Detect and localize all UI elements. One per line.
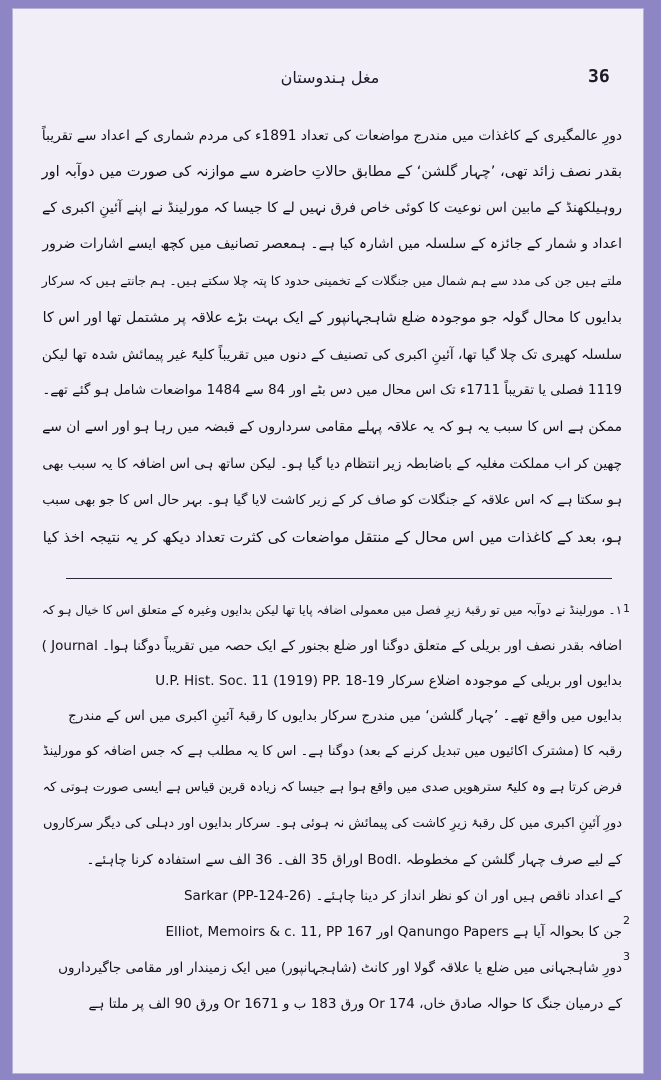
footnote-line: فرض کرتا ہے وہ کلیۃً سترھویں صدی میں واقع ہوا ہے جیسا کہ زیادہ قرین قیاس ہے ایسی صورت ہوتی کہ [42,780,622,795]
footnote-line: Elliot, Memoirs & c. 11, PP 167 اور Qanungo Papers جن کا بحوالہ آیا ہے [165,924,622,940]
text-line: ہو، بعد کے کاغذات میں اس محال کے منتقل مواضعات کی کثرت تعداد دیکھ کر یہ نتیجہ اخذ کیا [42,529,622,546]
footnote-line: U.P. Hist. Soc. 11 (1919) PP. 18-19 بدایوں اور بریلی کے موجودہ اضلاع سرکار [155,673,622,689]
footnote-line: Sarkar (PP-124-26) کے اعداد ناقص ہیں اور ان کو نظر انداز کر دینا چاہئے۔ [183,888,622,904]
text-line: اعداد و شمار کے جائزہ کے سلسلہ میں اشارہ کیا ہے۔ ہمعصر تصانیف میں کچھ ایسے اشارات ضرور [42,236,622,252]
text-line: ہو سکتا ہے کہ اس علاقہ کے جنگلات کو صاف کر کے زیر کاشت لایا گیا ہو۔ بہر حال اس کا جو بھی سبب [42,493,622,508]
text-line: چھین کر اب مملکت مغلیہ کے باضابطہ زیر انتظام دیا گیا ہو۔ لیکن ساتھ ہی اس اضافہ کا یہ سبب بھی [42,456,622,472]
footnote-divider [66,578,612,579]
footnote-line: رقبہ کا (مشترک اکائیوں میں تبدیل کرنے کے بعد) دوگنا ہے۔ اس کا یہ مطلب ہے کہ جس اضافہ کو مورلینڈ [42,744,622,759]
running-title: مغل ہندوستان [280,68,380,87]
footnote-line: دورِ شاہجہانی میں ضلع یا علاقہ گولا اور کانٹ (شاہجہانپور) میں ایک زمیندار اور مقامی جاگیرداروں [58,960,622,976]
text-line: ملتے ہیں جن کی مدد سے ہم شمال میں جنگلات کے تخمینی حدود کا پتہ چلا سکتے ہیں۔ ہم جانتے ہیں کہ سرکار [41,273,622,288]
footnote-line: کے درمیان جنگ کا حوالہ صادق خاں، Or 174 ورق 183 ب و Or 1671 ورق 90 الف پر ملتا ہے [88,996,622,1012]
footnote-line: اضافہ بقدر نصف اور بریلی کے متعلق دوگنا اور ضلع بجنور کے ایک حصہ میں تقریباً دوگنا ہوا۔ Journal ) [41,638,622,654]
text-line: 1119 فصلی یا تقریباً 1711ء تک اس محال میں دس بٹے اور 84 سے 1484 مواضعات شامل ہو گئے تھے۔ [42,383,622,398]
text-line: سلسلہ کھیری تک چلا گیا تھا، آئینِ اکبری کی تصنیف کے دنوں میں تقریباً کلیۃً غیر پیمائش شدہ تھا لیکن [41,347,622,363]
page-header [12,64,644,100]
footnote-line: ۱۔ مورلینڈ نے دوآبہ میں تو رقبۂ زیرِ فصل میں معمولی اضافہ پایا تھا لیکن بدایوں وغیرہ کے متعلق اس کا خیال ہو کہ [41,603,622,617]
book-page [12,8,644,1074]
footnote-marker: 1 [623,602,630,615]
footnote-marker: 3 [623,950,630,963]
footnote-marker: 2 [623,914,630,927]
footnote-line: کے لیے صرف چہار گلشن کے مخطوطہ .Bodl اوراق 35 الف۔ 36 الف سے استفادہ کرنا چاہئے۔ [86,852,622,868]
footnote-line: بدایوں میں واقع تھے۔ ’چہار گلشن‘ میں مندرج سرکار بدایوں کا رقبۂ آئینِ اکبری میں اس کے مندرج [68,708,622,724]
footnote-line: دورِ آئینِ اکبری میں کل رقبۂ زیرِ کاشت کی پیمائش نہ ہوئی ہو۔ سرکار بدایوں اور دہلی کی دیگر سرکاروں [43,816,622,831]
text-line: روہیلکھنڈ کے مابین اس نوعیت کا کوئی خاص فرق نہیں لے کا جیسا کہ مورلینڈ نے اپنے آئینِ اکبری کے [41,200,622,216]
text-line: بدایوں کا محال گولہ جو موجودہ ضلع شاہجہانپور کے ایک بہت بڑے علاقہ پر مشتمل تھا اور اس کا [42,310,622,326]
text-line: ممکن ہے اس کا سبب یہ ہو کہ یہ علاقہ پہلے مقامی سرداروں کے قبضہ میں رہا ہو اور اسے ان سے [42,419,622,435]
page-number: 36 [588,66,610,87]
text-line: بقدر نصف زائد تھی، ’چہار گلشن‘ کے مطابق حالاتِ حاضرہ سے موازنہ کی صورت میں دوآبہ اور [41,163,622,180]
text-line: دورِ عالمگیری کے کاغذات میں مندرج مواضعات کی تعداد 1891ء کی مردم شماری کے اعداد سے تقریباً [41,128,622,144]
